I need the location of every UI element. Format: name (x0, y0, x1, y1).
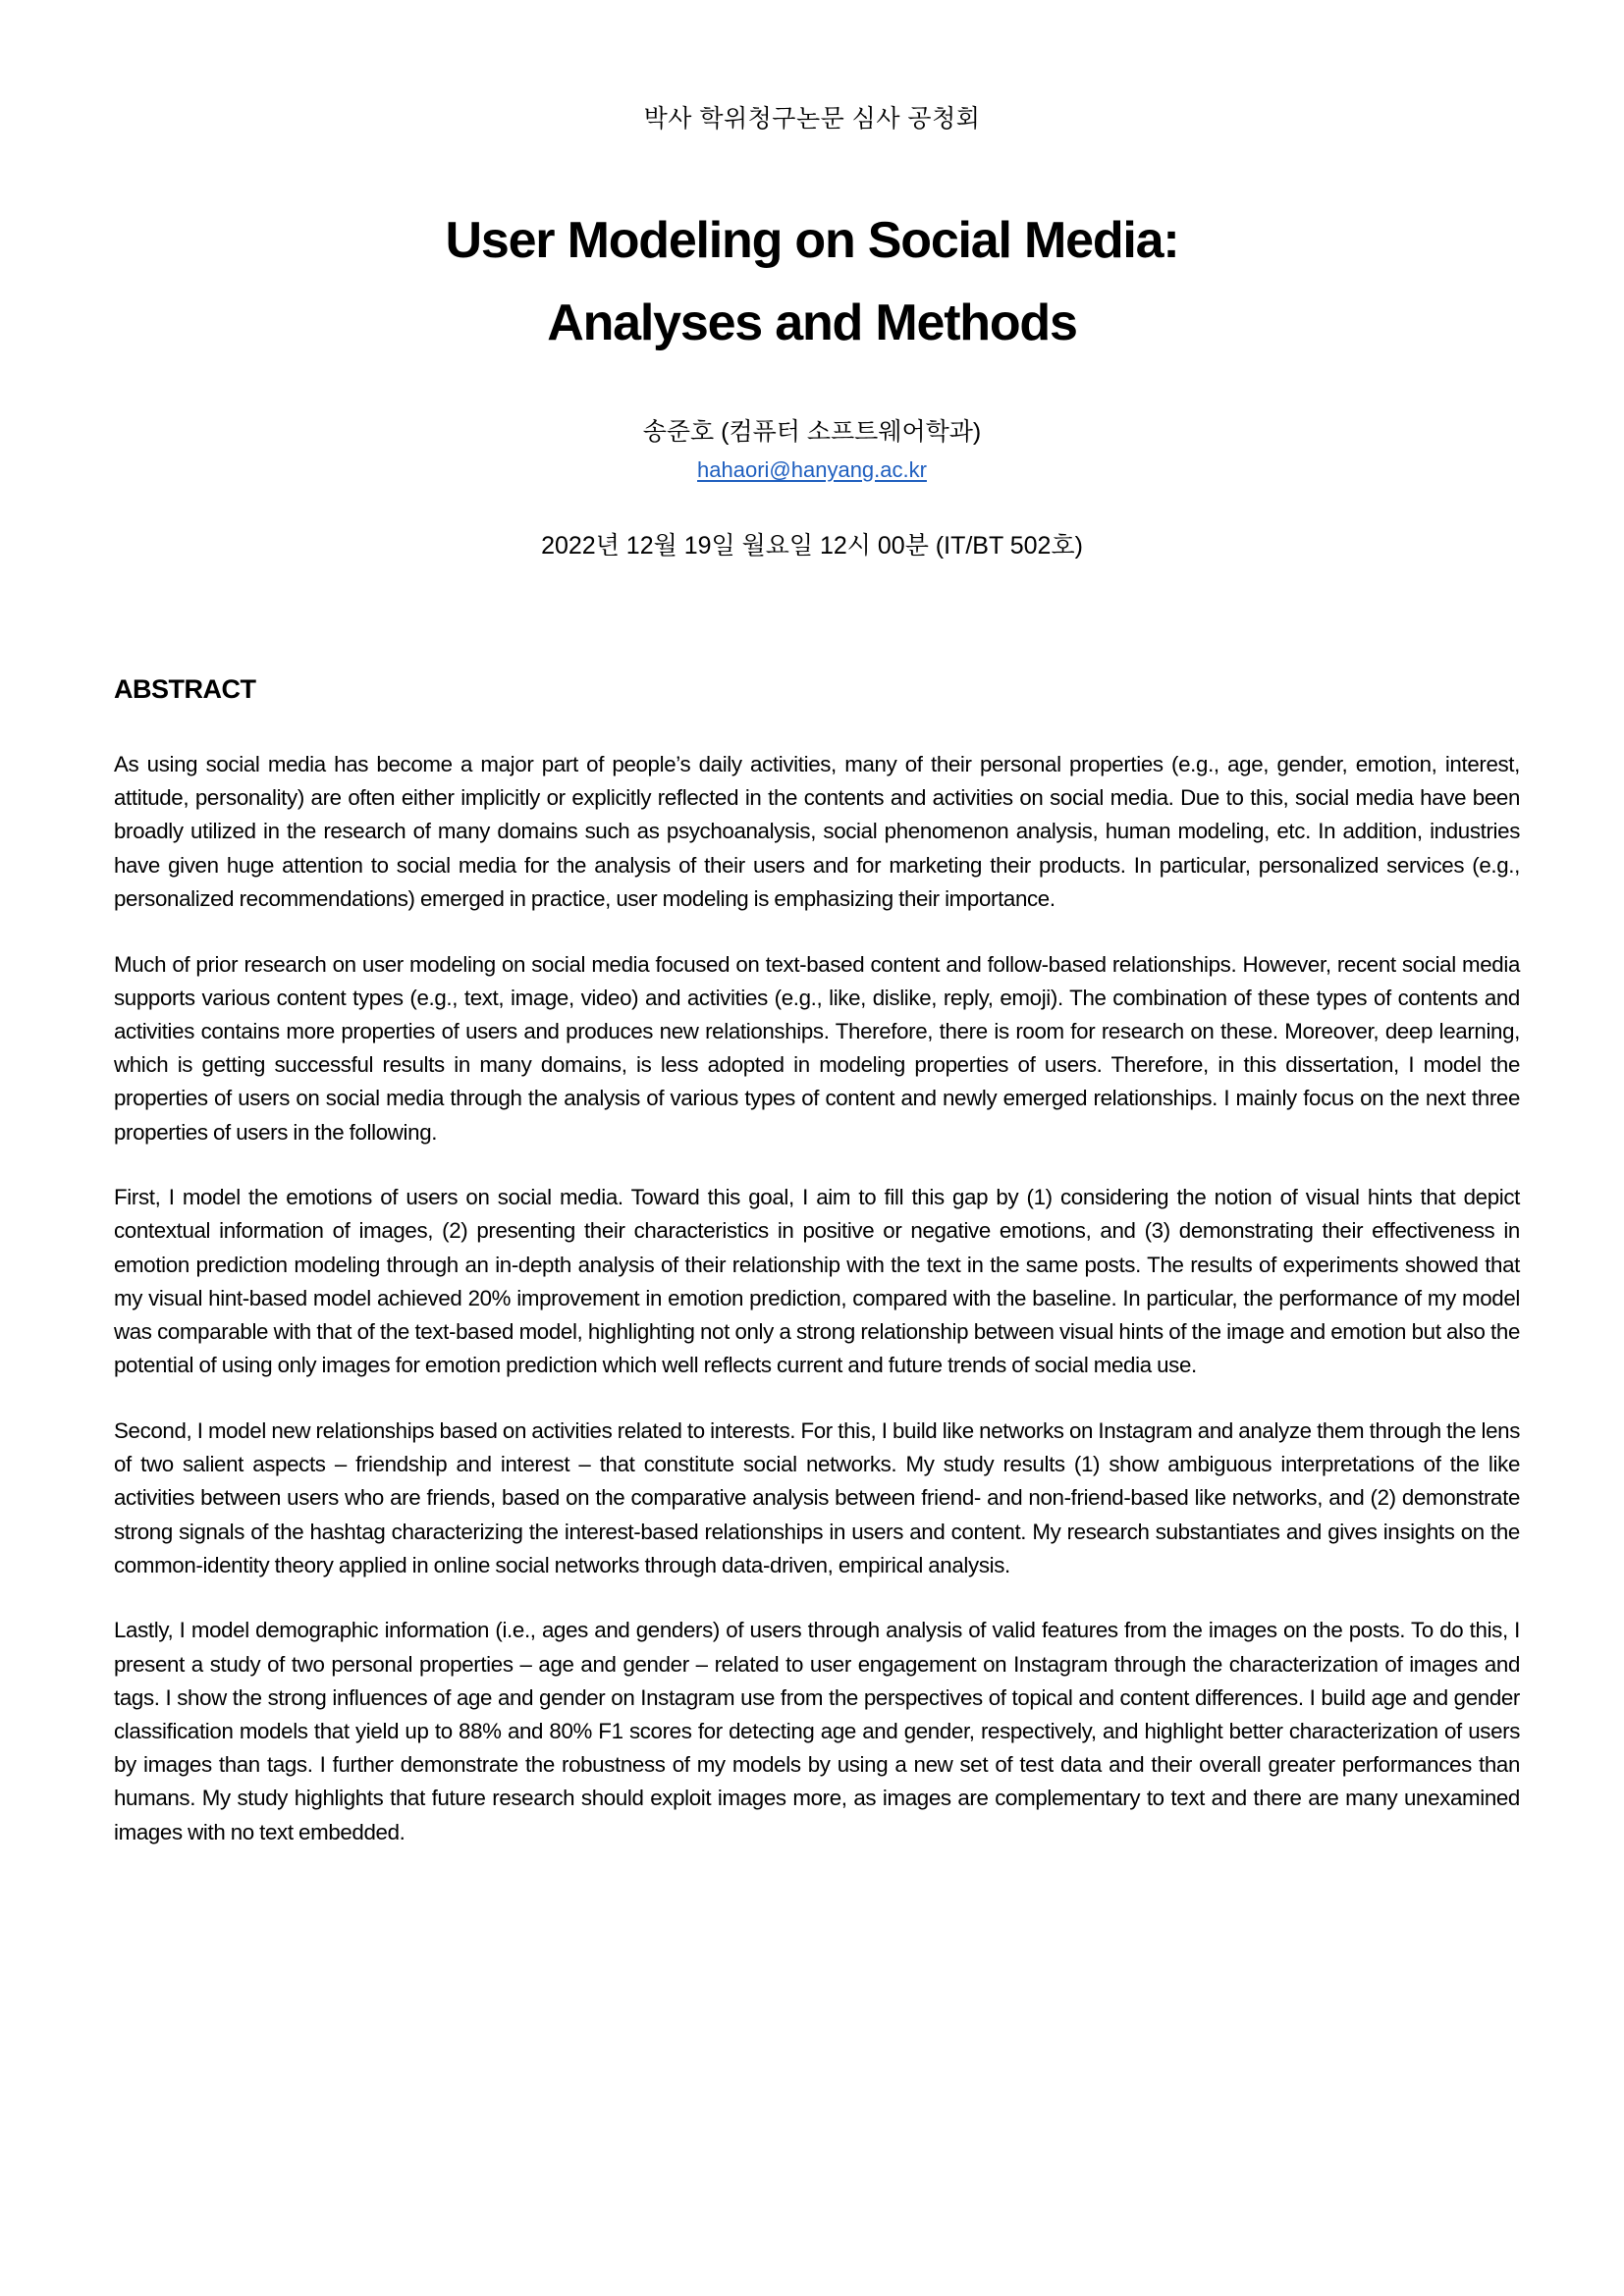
title-line-2: Analyses and Methods (547, 294, 1077, 351)
email-link[interactable]: hahaori@hanyang.ac.kr (697, 457, 927, 482)
abstract-paragraph-2: Much of prior research on user modeling on social media focused on text-based content and follow-based relationships. However, recent social media supports various content types (e.g., text, image, video) and activities (e.g., like, dislike, reply, emoji). The combination of these types of contents and activities contains more properties of users and produces new relationships. Therefore, there is room for research on these. Moreover, deep learning, which is getting successful results in many domains, is less adopted in modeling properties of users. Therefore, in this dissertation, I model the properties of users on social media through the analysis of various types of content and newly emerged relationships. I mainly focus on the next three properties of users in the following. (114, 951, 1520, 1145)
document-title (0, 199, 1624, 364)
defense-datetime-location: 2022년 12월 19일 월요일 12시 00분 (IT/BT 502호) (541, 532, 1083, 560)
abstract-heading: ABSTRACT (114, 674, 256, 704)
abstract-paragraph-3: First, I model the emotions of users on social media. Toward this goal, I aim to fill this gap by (1) considering the notion of visual hints that depict contextual information of images, (2) presenting their characteristics in positive or negative emotions, and (3) demonstrating their effectiveness in emotion prediction modeling through an in-depth analysis of their relationship with the text in the same posts. The results of experiments showed that my visual hint-based model achieved 20% improvement in emotion prediction, compared with the baseline. In particular, the performance of my model was comparable with that of the text-based model, highlighting not only a strong relationship between visual hints of the image and emotion but also the potential of using only images for emotion prediction which well reflects current and future trends of social media use. (114, 1185, 1520, 1378)
abstract-body (114, 748, 1520, 1881)
abstract-paragraph-4: Second, I model new relationships based on activities related to interests. For this, I build like networks on Instagram and analyze them through the lens of two salient aspects – friendship and interest – that constitute social networks. My study results (1) show ambiguous interpretations of the like activities between users who are friends, based on the comparative analysis between friend- and non-friend-based like networks, and (2) demonstrate strong signals of the hashtag characterizing the interest-based relationships in users and content. My research substantiates and gives insights on the common-identity theory applied in online social networks through data-driven, empirical analysis. (114, 1417, 1520, 1577)
author-affiliation: 송준호 (컴퓨터 소프트웨어학과) (642, 418, 982, 446)
abstract-paragraph-1: As using social media has become a major part of people’s daily activities, many of their personal properties (e.g., age, gender, emotion, interest, attitude, personality) are often either implicitly or explicitly reflected in the contents and activities on social media. Due to this, social media have been broadly utilized in the research of many domains such as psychoanalysis, social phenomenon analysis, human modeling, etc. In addition, industries have given huge attention to social media for the analysis of their users and for marketing their products. In particular, personalized services (e.g., personalized recommendations) emerged in practice, user modeling is emphasizing their importance. (114, 752, 1520, 911)
event-label: 박사 학위청구논문 심사 공청회 (643, 105, 981, 133)
email-line (0, 454, 1624, 486)
title-line-1: User Modeling on Social Media: (445, 212, 1179, 269)
abstract-paragraph-5: Lastly, I model demographic information (i.e., ages and genders) of users through analysis of valid features from the images on the posts. To do this, I present a study of two personal properties – age and gender – related to user engagement on Instagram through the characterization of images and tags. I show the strong influences of age and gender on Instagram use from the perspectives of topical and content differences. I build age and gender classification models that yield up to 88% and 80% F1 scores for detecting age and gender, respectively, and highlight better characterization of users by images than tags. I further demonstrate the robustness of my models by using a new set of test data and their overall greater performances than humans. My study highlights that future research should exploit images more, as images are complementary to text and there are many unexamined images with no text embedded. (114, 1618, 1520, 1844)
